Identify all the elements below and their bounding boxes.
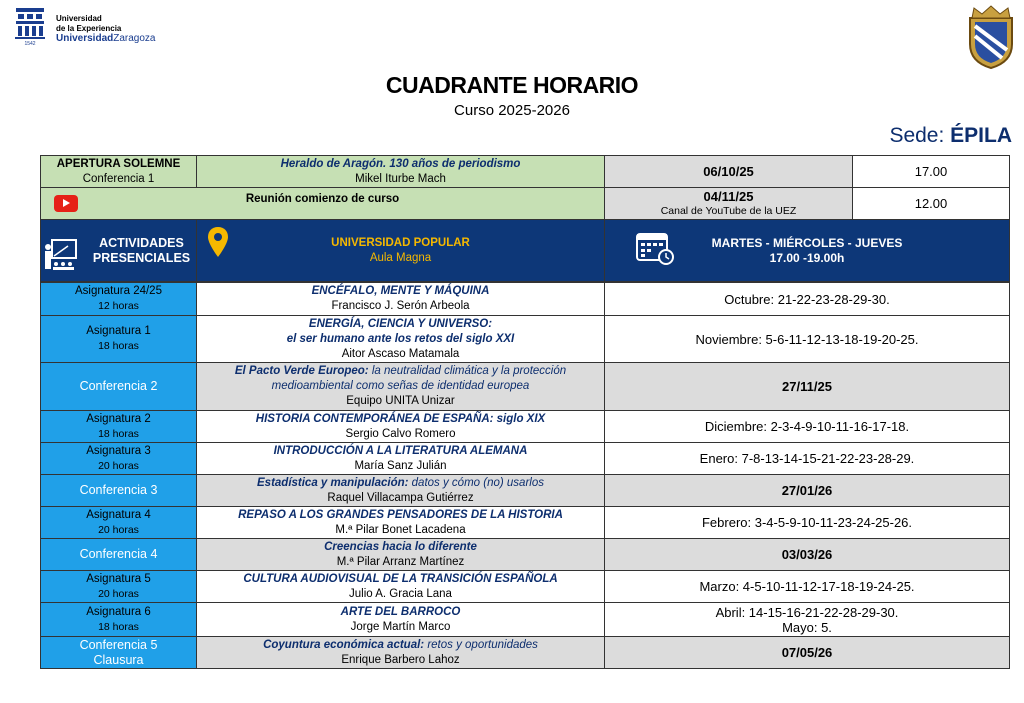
row-speaker: M.ª Pilar Arranz Martínez bbox=[336, 555, 465, 568]
row-dates-line2: Mayo: 5. bbox=[782, 619, 832, 635]
row-dates: Octubre: 21-22-23-28-29-30. bbox=[724, 291, 890, 307]
row-content-cell bbox=[196, 506, 605, 539]
opening-title: Heraldo de Aragón. bbox=[280, 157, 387, 170]
subject-label-cell bbox=[40, 410, 197, 443]
row-title-rest: datos y cómo (no) usarlos bbox=[408, 476, 544, 489]
row-label: Conferencia 4 bbox=[79, 547, 158, 561]
subject-label-cell bbox=[40, 506, 197, 539]
row-title: ARTE DEL BARROCO bbox=[340, 605, 461, 618]
row-dates: Abril: 14-15-16-21-22-28-29-30. bbox=[715, 604, 899, 620]
row-content-cell bbox=[196, 282, 605, 316]
calendar-icon bbox=[635, 230, 675, 266]
row-speaker: M.ª Pilar Bonet Lacadena bbox=[335, 523, 466, 536]
venue-name: UNIVERSIDAD POPULAR bbox=[331, 237, 470, 249]
row-title: HISTORIA CONTEMPORÁNEA DE ESPAÑA: siglo XIX bbox=[255, 412, 546, 425]
opening-title-italic: 130 años de periodismo bbox=[386, 157, 521, 170]
row-dates-cell bbox=[604, 636, 1010, 669]
row-speaker: María Sanz Julián bbox=[354, 459, 447, 472]
opening-sub: Conferencia 1 bbox=[82, 172, 155, 185]
schedule-days: MARTES - MIÉRCOLES - JUEVES bbox=[711, 236, 903, 250]
opening-date: 06/10/25 bbox=[604, 155, 853, 188]
row-label: Conferencia 2 bbox=[79, 379, 158, 393]
row-content-cell bbox=[196, 442, 605, 475]
subject-label-cell bbox=[40, 315, 197, 363]
row-hours: 18 horas bbox=[98, 427, 139, 440]
row-title-rest: retos y oportunidades bbox=[424, 638, 538, 651]
row-hours: 20 horas bbox=[98, 523, 139, 536]
subject-label-cell bbox=[40, 442, 197, 475]
row-dates-cell bbox=[604, 410, 1010, 443]
row-hours: 12 horas bbox=[98, 300, 139, 312]
row-speaker: Julio A. Gracia Lana bbox=[349, 587, 452, 600]
row-title-line2: el ser humano ante los retos del siglo XXI bbox=[286, 332, 515, 345]
university-crest-icon bbox=[12, 6, 48, 46]
row-hours: 18 horas bbox=[98, 340, 139, 352]
meeting-cell bbox=[40, 187, 605, 220]
row-dates-cell bbox=[604, 506, 1010, 539]
row-label: Conferencia 3 bbox=[79, 483, 158, 497]
opening-talk-cell bbox=[196, 155, 605, 188]
row-dates-cell bbox=[604, 282, 1010, 316]
opening-label: APERTURA SOLEMNE bbox=[56, 157, 181, 170]
conference-label-cell bbox=[40, 362, 197, 411]
org-line1: Universidad bbox=[56, 14, 102, 23]
row-title: El Pacto Verde Europeo: bbox=[234, 365, 369, 377]
row-content-cell bbox=[196, 410, 605, 443]
row-speaker: Raquel Villacampa Gutiérrez bbox=[327, 491, 474, 504]
conference-label-cell bbox=[40, 636, 197, 669]
row-dates: 27/01/26 bbox=[781, 483, 833, 498]
logo-year: 1542 bbox=[24, 41, 36, 46]
row-hours: Clausura bbox=[93, 652, 144, 667]
opening-speaker: Mikel Iturbe Mach bbox=[355, 172, 446, 185]
row-dates: Marzo: 4-5-10-11-12-17-18-19-24-25. bbox=[699, 579, 915, 594]
sede-prefix: Sede: bbox=[889, 124, 951, 147]
youtube-icon[interactable] bbox=[54, 195, 78, 212]
course-year: Curso 2025-2026 bbox=[454, 102, 570, 119]
row-content-cell bbox=[196, 538, 605, 571]
university-logo bbox=[12, 6, 172, 50]
row-dates: Enero: 7-8-13-14-15-21-22-23-28-29. bbox=[699, 451, 915, 466]
subject-label-cell bbox=[40, 570, 197, 603]
sede-label bbox=[889, 124, 1012, 148]
coat-of-arms-icon bbox=[962, 4, 1020, 70]
row-speaker: Aitor Ascaso Matamala bbox=[341, 347, 460, 360]
opening-time: 17.00 bbox=[852, 155, 1010, 188]
row-title-rest: la neutralidad climática y la protección bbox=[368, 365, 567, 377]
row-title: REPASO A LOS GRANDES PENSADORES DE LA HISTORIA bbox=[238, 508, 563, 521]
row-label: Asignatura 24/25 bbox=[75, 285, 162, 297]
row-dates-cell bbox=[604, 602, 1010, 637]
teacher-icon bbox=[42, 238, 78, 272]
row-content-cell bbox=[196, 570, 605, 603]
subject-label-cell bbox=[40, 282, 197, 316]
row-content-cell bbox=[196, 636, 605, 669]
row-label: Asignatura 5 bbox=[86, 572, 151, 585]
row-speaker: Enrique Barbero Lahoz bbox=[341, 653, 460, 666]
row-title: ENERGÍA, CIENCIA Y UNIVERSO: bbox=[308, 317, 493, 330]
subject-label-cell bbox=[40, 602, 197, 637]
activities-line1: ACTIVIDADES bbox=[99, 235, 184, 250]
org-line2: de la Experiencia bbox=[56, 24, 122, 33]
row-content-cell bbox=[196, 602, 605, 637]
conference-label-cell bbox=[40, 538, 197, 571]
meeting-date: 04/11/25 bbox=[703, 188, 754, 204]
row-hours: 20 horas bbox=[98, 587, 139, 600]
row-speaker: Equipo UNITA Unizar bbox=[346, 395, 455, 407]
row-label: Asignatura 3 bbox=[86, 444, 151, 457]
venue-header bbox=[196, 219, 605, 282]
row-label: Asignatura 4 bbox=[86, 508, 151, 521]
row-title: ENCÉFALO, MENTE Y MÁQUINA bbox=[311, 285, 490, 297]
row-dates-cell bbox=[604, 570, 1010, 603]
row-dates-cell bbox=[604, 315, 1010, 363]
row-dates-cell bbox=[604, 362, 1010, 411]
meeting-time: 12.00 bbox=[852, 187, 1010, 220]
row-title: CULTURA AUDIOVISUAL DE LA TRANSICIÓN ESPAÑOLA bbox=[243, 572, 558, 585]
activities-line2: PRESENCIALES bbox=[92, 250, 191, 265]
row-content-cell bbox=[196, 315, 605, 363]
sede-name: ÉPILA bbox=[950, 124, 1012, 147]
row-label: Conferencia 5 bbox=[79, 637, 158, 652]
row-title: Creencias hacia lo diferente bbox=[324, 540, 477, 553]
row-dates: Noviembre: 5-6-11-12-13-18-19-20-25. bbox=[695, 331, 919, 347]
row-dates: 27/11/25 bbox=[782, 379, 832, 394]
row-content-cell bbox=[196, 362, 605, 411]
row-label: Asignatura 6 bbox=[86, 605, 151, 618]
row-label: Asignatura 1 bbox=[86, 325, 151, 337]
meeting-date-cell bbox=[604, 187, 853, 220]
org-brand: Zaragoza bbox=[113, 33, 156, 44]
venue-room: Aula Magna bbox=[369, 252, 432, 264]
location-pin-icon bbox=[207, 226, 229, 258]
row-title-line2: medioambiental como señas de identidad europea bbox=[271, 380, 530, 392]
row-title: INTRODUCCIÓN A LA LITERATURA ALEMANA bbox=[273, 444, 528, 457]
row-speaker: Francisco J. Serón Arbeola bbox=[331, 300, 470, 312]
row-title: Estadística y manipulación: bbox=[257, 476, 409, 489]
row-dates: 07/05/26 bbox=[781, 645, 833, 660]
row-speaker: Jorge Martín Marco bbox=[350, 620, 451, 633]
row-dates: Diciembre: 2-3-4-9-10-11-16-17-18. bbox=[704, 419, 910, 434]
page-title: CUADRANTE HORARIO bbox=[385, 72, 639, 98]
row-speaker: Sergio Calvo Romero bbox=[345, 427, 456, 440]
row-dates-cell bbox=[604, 474, 1010, 507]
row-label: Asignatura 2 bbox=[86, 412, 151, 425]
row-dates-cell bbox=[604, 442, 1010, 475]
schedule-hours: 17.00 -19.00h bbox=[769, 251, 845, 265]
row-title: Coyuntura económica actual: bbox=[263, 638, 425, 651]
row-dates: 03/03/26 bbox=[781, 547, 833, 562]
opening-label-cell bbox=[40, 155, 197, 188]
row-content-cell bbox=[196, 474, 605, 507]
row-dates-cell bbox=[604, 538, 1010, 571]
conference-label-cell bbox=[40, 474, 197, 507]
row-dates: Febrero: 3-4-5-9-10-11-23-24-25-26. bbox=[701, 515, 913, 530]
meeting-channel: Canal de YouTube de la UEZ bbox=[660, 204, 797, 217]
row-hours: 18 horas bbox=[98, 620, 139, 633]
row-hours: 20 horas bbox=[98, 459, 139, 472]
org-brand-bold: Universidad bbox=[56, 33, 114, 44]
meeting-label: Reunión comienzo de curso bbox=[245, 193, 400, 205]
